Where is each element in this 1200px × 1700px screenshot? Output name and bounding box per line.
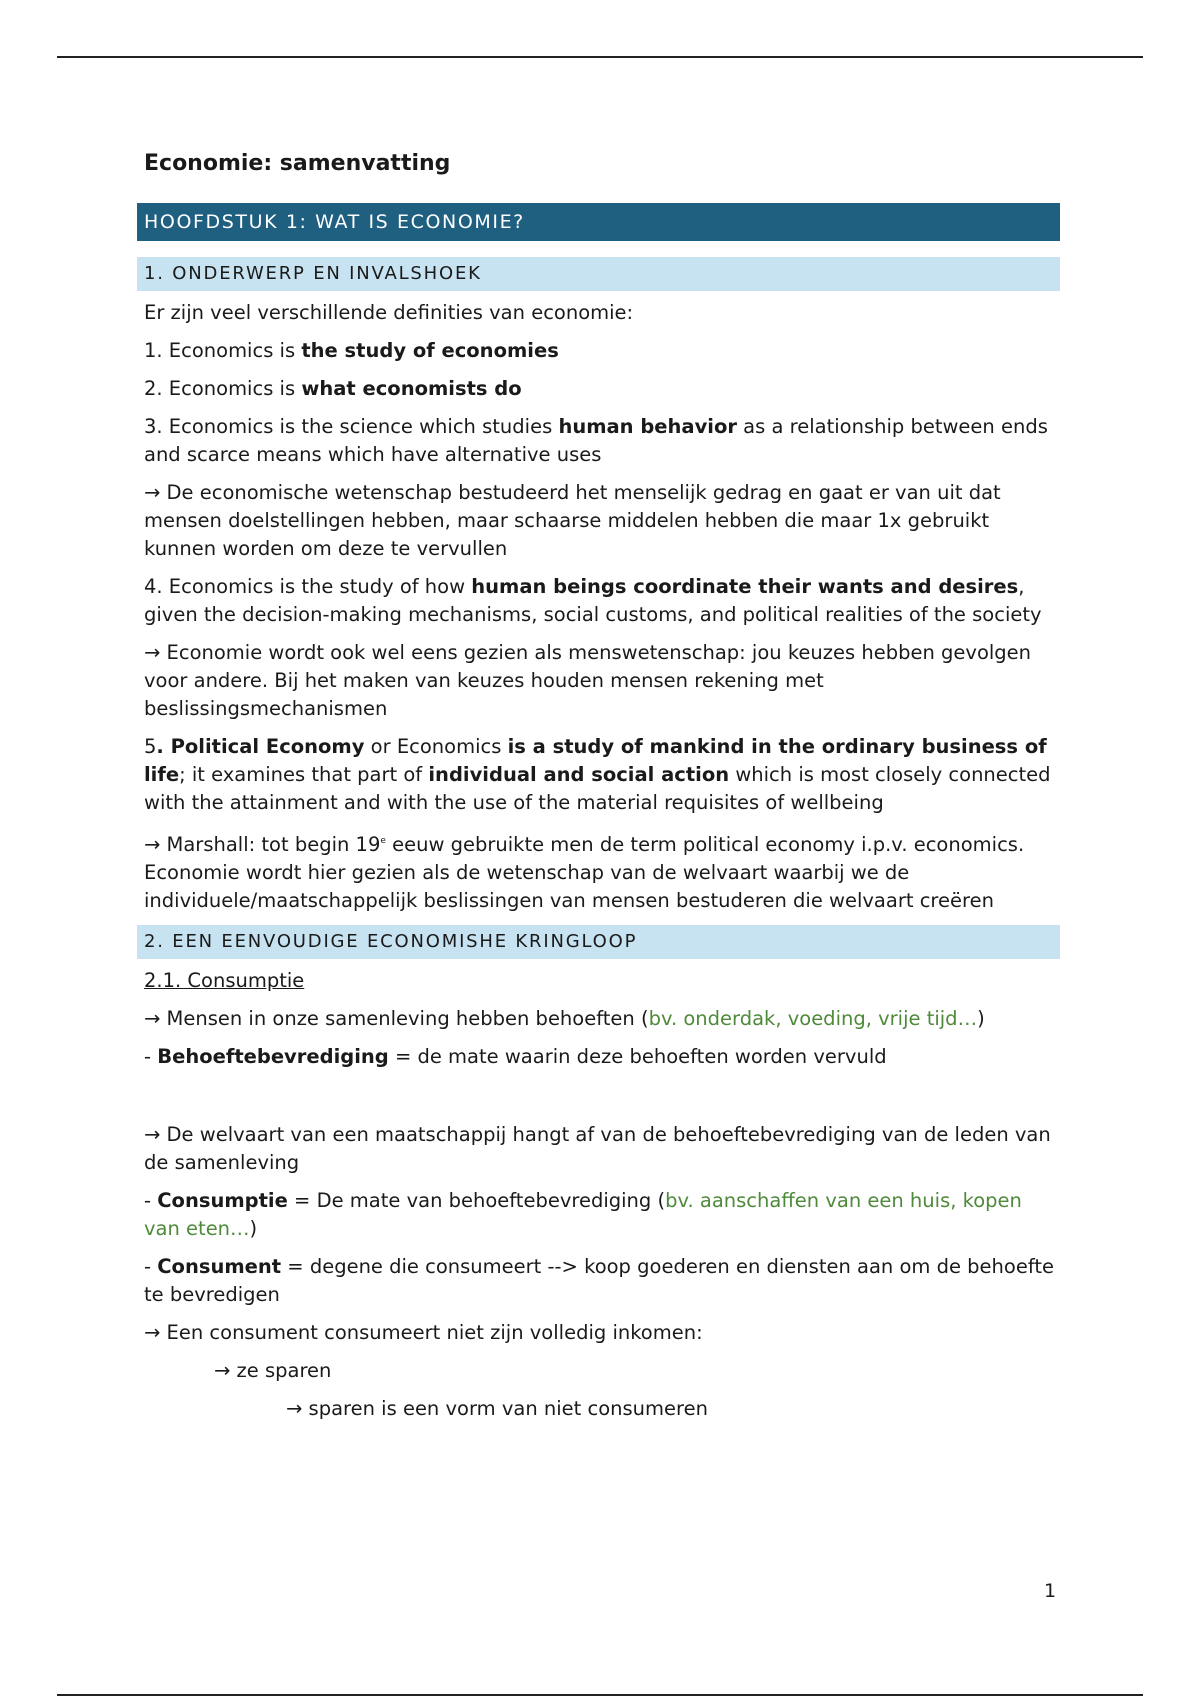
subsection-heading: 2.1. Consumptie xyxy=(144,968,305,992)
document-body xyxy=(144,150,1060,1433)
paragraph-intro: Er zijn veel verschillende definities van economie: xyxy=(144,300,634,324)
paragraph-welvaart: → De welvaart van een maatschappij hangt af van de behoeftebevrediging van de leden van de samenleving xyxy=(144,1122,1051,1174)
definition-3: 3. Economics is the science which studies human behavior as a relationship between ends and scarce means which have alternative uses xyxy=(144,414,1048,466)
bullet-niet-consumeren: → sparen is een vorm van niet consumeren xyxy=(286,1396,708,1420)
definition-2: 2. Economics is what economists do xyxy=(144,376,522,400)
chapter-heading: HOOFDSTUK 1: WAT IS ECONOMIE? xyxy=(137,203,1060,241)
spacer xyxy=(144,1081,1060,1121)
note-4: → Economie wordt ook wel eens gezien als menswetenschap: jou keuzes hebben gevolgen voor andere. Bij het maken van keuzes houden mensen rekening met beslissingsmechanismen xyxy=(144,640,1032,720)
definition-consumptie: - Consumptie = De mate van behoeftebevrediging (bv. aanschaffen van een huis, kopen van eten…) xyxy=(144,1188,1022,1240)
definition-4: 4. Economics is the study of how human beings coordinate their wants and desires, given the decision-making mechanisms, social customs, and political realities of the society xyxy=(144,574,1042,626)
definition-behoeftebevrediging: - Behoeftebevrediging = de mate waarin deze behoeften worden vervuld xyxy=(144,1044,887,1068)
definition-5: 5. Political Economy or Economics is a study of mankind in the ordinary business of life; it examines that part of individual and social action which is most closely connected with the attainment and with the use of the material requisites of wellbeing xyxy=(144,734,1051,814)
bullet-sparen: → ze sparen xyxy=(214,1358,332,1382)
page-number: 1 xyxy=(1044,1580,1057,1602)
definition-consument: - Consument = degene die consumeert --> koop goederen en diensten aan om de behoefte te bevredigen xyxy=(144,1254,1055,1306)
section-heading-1: 1. ONDERWERP EN INVALSHOEK xyxy=(137,257,1060,291)
paragraph-inkomen: → Een consument consumeert niet zijn volledig inkomen: xyxy=(144,1320,703,1344)
section-heading-2: 2. EEN EENVOUDIGE ECONOMISHE KRINGLOOP xyxy=(137,925,1060,959)
note-5: → Marshall: tot begin 19e eeuw gebruikte men de term political economy i.p.v. economics. Economie wordt hier gezien als de wetenschap van de welvaart waarbij we de individuele/maatschappelijk beslissingen van mensen bestuderen die welvaart creëren xyxy=(144,832,1025,912)
note-3: → De economische wetenschap bestudeerd het menselijk gedrag en gaat er van uit dat mensen doelstellingen hebben, maar schaarse middelen hebben die maar 1x gebruikt kunnen worden om deze te vervullen xyxy=(144,480,1001,560)
definition-1: 1. Economics is the study of economies xyxy=(144,338,559,362)
header-rule xyxy=(57,56,1143,58)
paragraph-needs: → Mensen in onze samenleving hebben behoeften (bv. onderdak, voeding, vrije tijd…) xyxy=(144,1006,985,1030)
document-title: Economie: samenvatting xyxy=(144,151,451,176)
footer-rule xyxy=(57,1694,1143,1696)
